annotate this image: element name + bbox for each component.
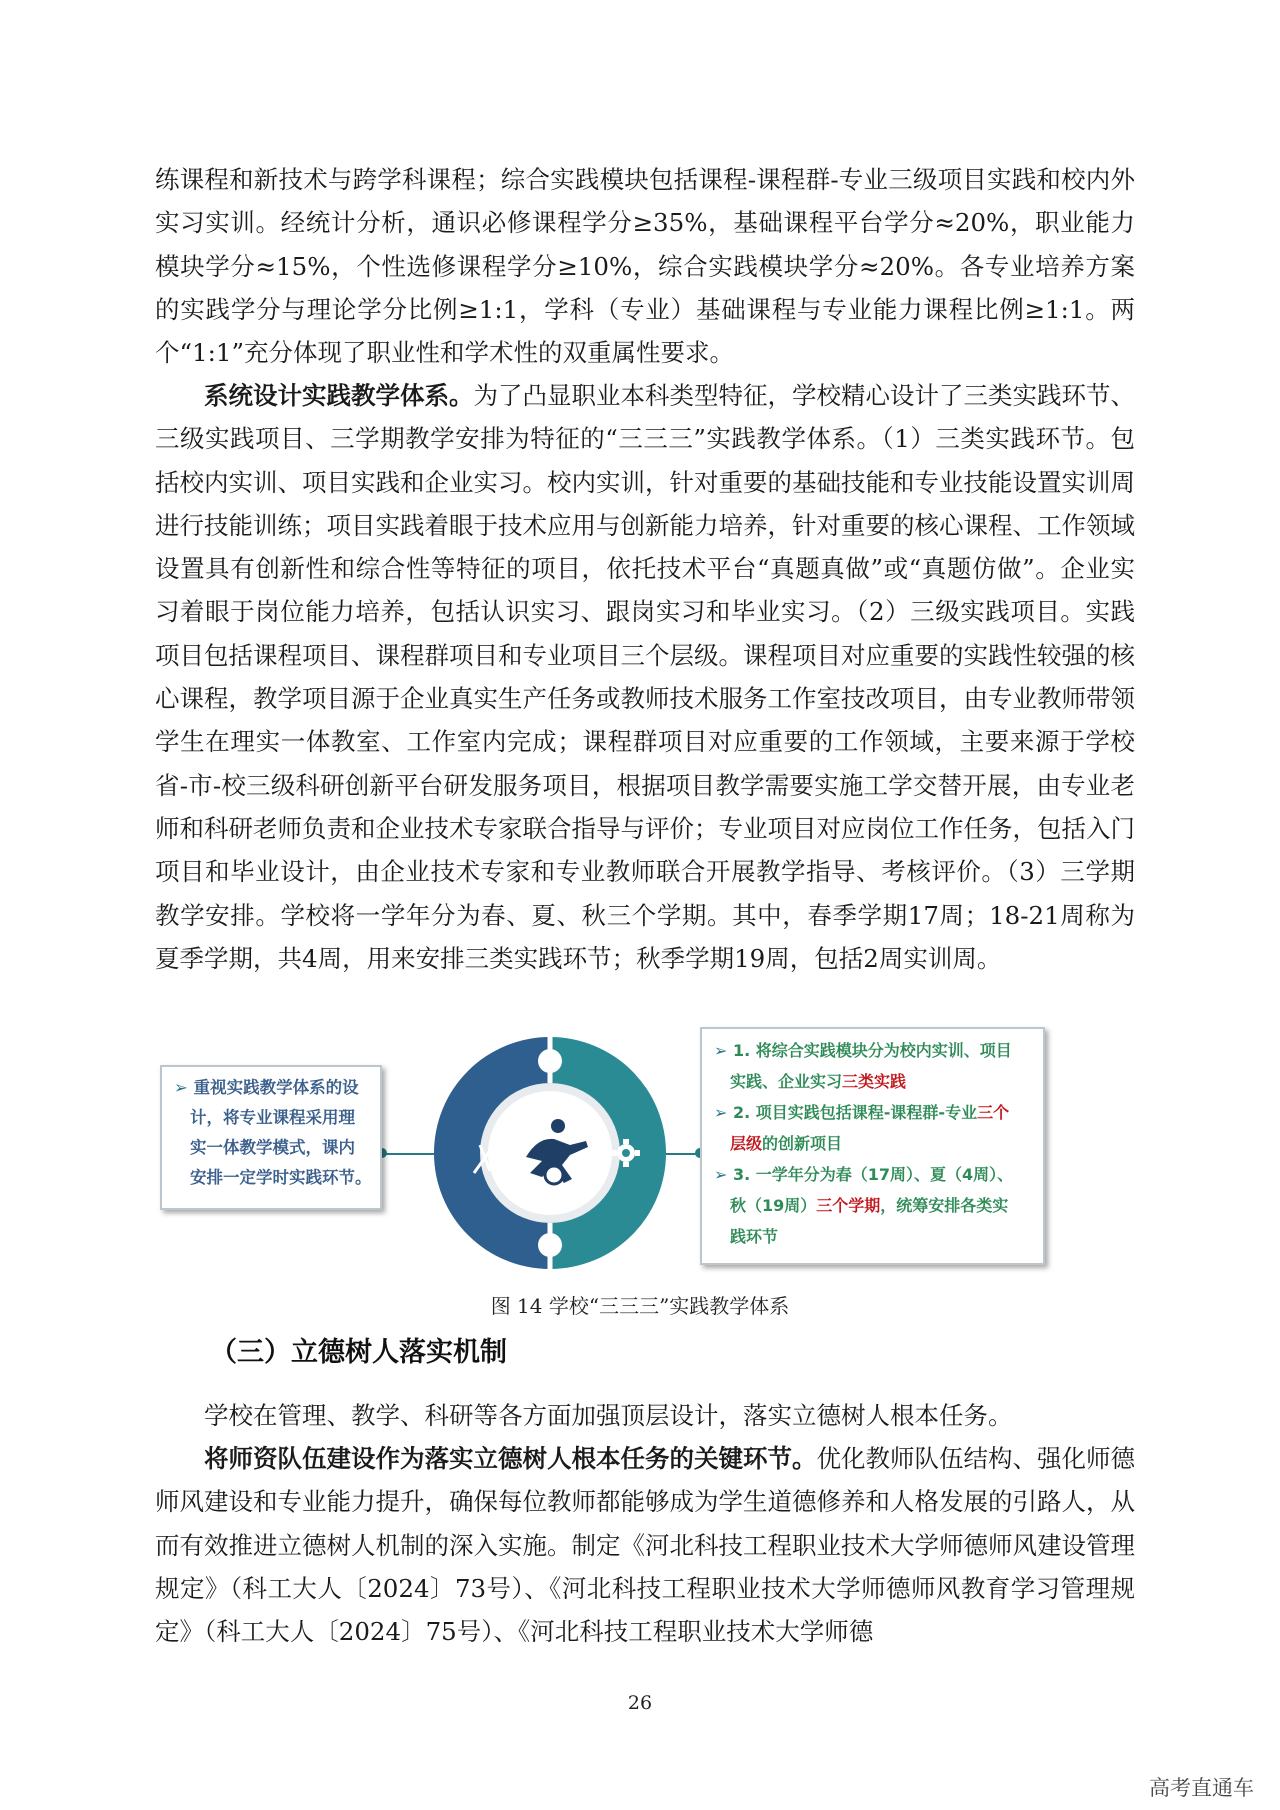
right-item-3-highlight: 三个学期 bbox=[816, 1196, 881, 1215]
right-item-2-highlight: 三个 bbox=[977, 1103, 1010, 1122]
puzzle-circle bbox=[430, 1033, 670, 1273]
bullet-arrow-icon: ➢ bbox=[174, 1078, 188, 1097]
paragraph-3: 学校在管理、教学、科研等各方面加强顶层设计，落实立德树人根本任务。 bbox=[204, 1401, 1013, 1430]
bullet-arrow-icon: ➢ bbox=[714, 1041, 728, 1060]
right-item-1-text: 1. 将综合实践模块分为 bbox=[732, 1041, 900, 1060]
right-item-2-highlight: 层级 bbox=[730, 1134, 763, 1153]
bullet-arrow-icon: ➢ bbox=[714, 1103, 728, 1122]
paragraph-1: 练课程和新技术与跨学科课程；综合实践模块包括课程-课程群-专业三级项目实践和校内外实习实训。经统计分析，通识必修课程学分≥35%，基础课程平台学分≈20%，职业能力模块学分≈15%，个性选修课程学分≥10%，综合实践模块学分≈20%。各专业培养方案的实践学分与理论学分比例≥1:1，学科（专业）基础课程与专业能力课程比例≥1:1。两个“1:1”充分体现了职业性和学术性的双重属性要求。 bbox=[155, 165, 1135, 368]
left-box-line-3: 实一体教学模式，课内 bbox=[190, 1138, 355, 1157]
right-item-1-text: 校内实训、项目 bbox=[899, 1041, 1012, 1060]
left-box-line-2: 计，将专业课程采用理 bbox=[190, 1108, 355, 1127]
right-item-3-text: 3. 一学年分为 bbox=[732, 1165, 836, 1184]
left-box-line-1: 重视实践教学体系的设 bbox=[193, 1078, 359, 1097]
paragraph-4-lead: 将师资队伍建设作为落实立德树人根本任务的关键环节。 bbox=[204, 1444, 817, 1473]
paragraph-2-body: 为了凸显职业本科类型特征，学校精心设计了三类实践环节、三级实践项目、三学期教学安排为特征的“三三三”实践教学体系。（1）三类实践环节。包括校内实训、项目实践和企业实习。校内实训，针对重要的基础技能和专业技能设置实训周进行技能训练；项目实践着眼于技术应用与创新能力培养，针对重要的核心课程、工作领域设置具有创新性和综合性等特征的项目，依托技术平台“真题真做”或“真题仿做”。企业实习着眼于岗位能力培养，包括认识实习、跟岗实习和毕业实习。（2）三级实践项目。实践项目包括课程项目、课程群项目和专业项目三个层级。课程项目对应重要的实践性较强的核心课程，教学项目源于企业真实生产任务或教师技术服务工作室技改项目，由专业教师带领学生在理实一体教室、工作室内完成；课程群项目对应重要的工作领域，主要来源于学校省-市-校三级科研创新平台研发服务项目，根据项目教学需要实施工学交替开展，由专业老师和科研老师负责和企业技术专家联合指导与评价；专业项目对应岗位工作任务，包括入门项目和毕业设计，由企业技术专家和专业教师联合开展教学指导、考核评价。（3）三学期教学安排。学校将一学年分为春、夏、秋三个学期。其中，春季学期17周；18-21周称为夏季学期，共4周，用来安排三类实践环节；秋季学期19周，包括2周实训周。 bbox=[155, 381, 1135, 973]
left-box-line-4: 安排一定学时实践环节。 bbox=[190, 1168, 372, 1187]
page-number: 26 bbox=[627, 1692, 653, 1714]
puzzle-circle-graphic bbox=[430, 1033, 670, 1273]
right-text-box bbox=[700, 1027, 1045, 1265]
right-item-2-text: 2. 项目实践包括 bbox=[732, 1103, 852, 1122]
practice-system-figure bbox=[150, 1025, 1050, 1280]
paragraph-2-lead: 系统设计实践教学体系。 bbox=[204, 381, 474, 410]
right-item-3-text: 秋（19周） bbox=[730, 1196, 817, 1215]
right-item-2-text: 的创新项目 bbox=[762, 1134, 843, 1153]
right-item-3-text: ，统筹安排各类实 bbox=[880, 1196, 1009, 1215]
bullet-arrow-icon: ➢ bbox=[714, 1165, 728, 1184]
paragraph-2 bbox=[155, 374, 1135, 980]
right-item-2-text: 课程-课程群-专业 bbox=[851, 1103, 978, 1122]
right-item-1-highlight: 三类实践 bbox=[842, 1072, 907, 1091]
left-text-box bbox=[160, 1065, 382, 1210]
watermark: 高考直通车 bbox=[1149, 1776, 1254, 1800]
paragraph-4 bbox=[155, 1437, 1135, 1653]
right-item-3-text: 践环节 bbox=[730, 1227, 779, 1246]
right-item-3-text: 春（17周）、夏（4周）、 bbox=[835, 1165, 1014, 1184]
figure-caption: 图 14 学校“三三三”实践教学体系 bbox=[490, 1294, 790, 1318]
section-heading: （三）立德树人落实机制 bbox=[210, 1337, 507, 1368]
paragraph-4-body: 优化教师队伍结构、强化师德师风建设和专业能力提升，确保每位教师都能够成为学生道德修养和人格发展的引路人，从而有效推进立德树人机制的深入实施。制定《河北科技工程职业技术大学师德师风建设管理规定》（科工大人〔2024〕73号）、《河北科技工程职业技术大学师德师风教育学习管理规定》（科工大人〔2024〕75号）、《河北科技工程职业技术大学师德 bbox=[155, 1444, 1135, 1647]
right-item-1-text: 实践、企业实习 bbox=[730, 1072, 843, 1091]
